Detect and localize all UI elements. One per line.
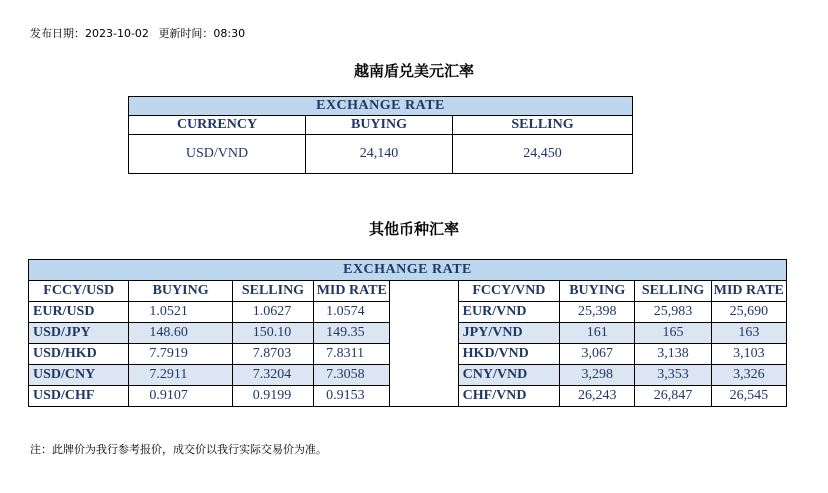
pair-code: CHF/VND: [458, 386, 559, 407]
publish-date: 发布日期：2023-10-02: [30, 27, 149, 40]
section1-title: 越南盾兑美元汇率: [353, 62, 474, 80]
table-row: [29, 344, 787, 365]
column-header-selling: SELLING: [232, 281, 313, 302]
column-gap: [390, 386, 458, 407]
update-time: 更新时间：08:30: [158, 27, 246, 40]
column-header-mid-rate: MID RATE: [314, 281, 390, 302]
column-header-selling: SELLING: [453, 116, 633, 135]
selling-rate: 7.3204: [232, 365, 313, 386]
buying-rate: 24,140: [306, 135, 453, 174]
table-row: [29, 386, 787, 407]
selling-rate: 26,847: [635, 386, 711, 407]
pair-code: EUR/USD: [29, 302, 129, 323]
column-header-buying: BUYING: [129, 281, 232, 302]
mid-rate: 26,545: [711, 386, 786, 407]
mid-rate: 25,690: [711, 302, 786, 323]
pair-code: EUR/VND: [458, 302, 559, 323]
buying-rate: 1.0521: [129, 302, 232, 323]
column-gap: [390, 302, 458, 323]
table-row: [29, 365, 787, 386]
pair-code: USD/CNY: [29, 365, 129, 386]
pair-code: HKD/VND: [458, 344, 559, 365]
mid-rate: 7.8311: [314, 344, 390, 365]
buying-rate: 0.9107: [129, 386, 232, 407]
buying-rate: 3,067: [560, 344, 635, 365]
disclaimer-note: 注：此牌价为我行参考报价，成交价以我行实际交易价为准。: [30, 443, 327, 456]
selling-rate: 165: [635, 323, 711, 344]
buying-rate: 26,243: [560, 386, 635, 407]
mid-rate: 1.0574: [314, 302, 390, 323]
other-currency-rate-table: [28, 259, 787, 407]
column-header-fccy-vnd: FCCY/VND: [458, 281, 559, 302]
currency-pair: USD/VND: [129, 135, 306, 174]
table-title: EXCHANGE RATE: [129, 97, 633, 116]
table-row: [29, 302, 787, 323]
buying-rate: 161: [560, 323, 635, 344]
pair-code: JPY/VND: [458, 323, 559, 344]
pair-code: USD/JPY: [29, 323, 129, 344]
mid-rate: 3,103: [711, 344, 786, 365]
selling-rate: 0.9199: [232, 386, 313, 407]
pair-code: USD/HKD: [29, 344, 129, 365]
buying-rate: 7.2911: [129, 365, 232, 386]
selling-rate: 7.8703: [232, 344, 313, 365]
publish-info: [30, 25, 251, 41]
mid-rate: 3,326: [711, 365, 786, 386]
table-row: [29, 323, 787, 344]
column-header-fccy-usd: FCCY/USD: [29, 281, 129, 302]
selling-rate: 24,450: [453, 135, 633, 174]
column-header-currency: CURRENCY: [129, 116, 306, 135]
buying-rate: 148.60: [129, 323, 232, 344]
selling-rate: 1.0627: [232, 302, 313, 323]
mid-rate: 7.3058: [314, 365, 390, 386]
section2-title: 其他币种汇率: [368, 220, 459, 238]
selling-rate: 3,353: [635, 365, 711, 386]
column-gap: [390, 323, 458, 344]
usd-vnd-rate-table: [128, 96, 633, 174]
buying-rate: 3,298: [560, 365, 635, 386]
column-gap: [390, 281, 458, 302]
column-gap: [390, 365, 458, 386]
table-title: EXCHANGE RATE: [29, 260, 787, 281]
column-header-buying: BUYING: [306, 116, 453, 135]
selling-rate: 150.10: [232, 323, 313, 344]
column-gap: [390, 344, 458, 365]
buying-rate: 7.7919: [129, 344, 232, 365]
selling-rate: 25,983: [635, 302, 711, 323]
mid-rate: 163: [711, 323, 786, 344]
column-header-selling: SELLING: [635, 281, 711, 302]
pair-code: CNY/VND: [458, 365, 559, 386]
pair-code: USD/CHF: [29, 386, 129, 407]
column-header-mid-rate: MID RATE: [711, 281, 786, 302]
selling-rate: 3,138: [635, 344, 711, 365]
column-header-buying: BUYING: [560, 281, 635, 302]
mid-rate: 0.9153: [314, 386, 390, 407]
buying-rate: 25,398: [560, 302, 635, 323]
mid-rate: 149.35: [314, 323, 390, 344]
